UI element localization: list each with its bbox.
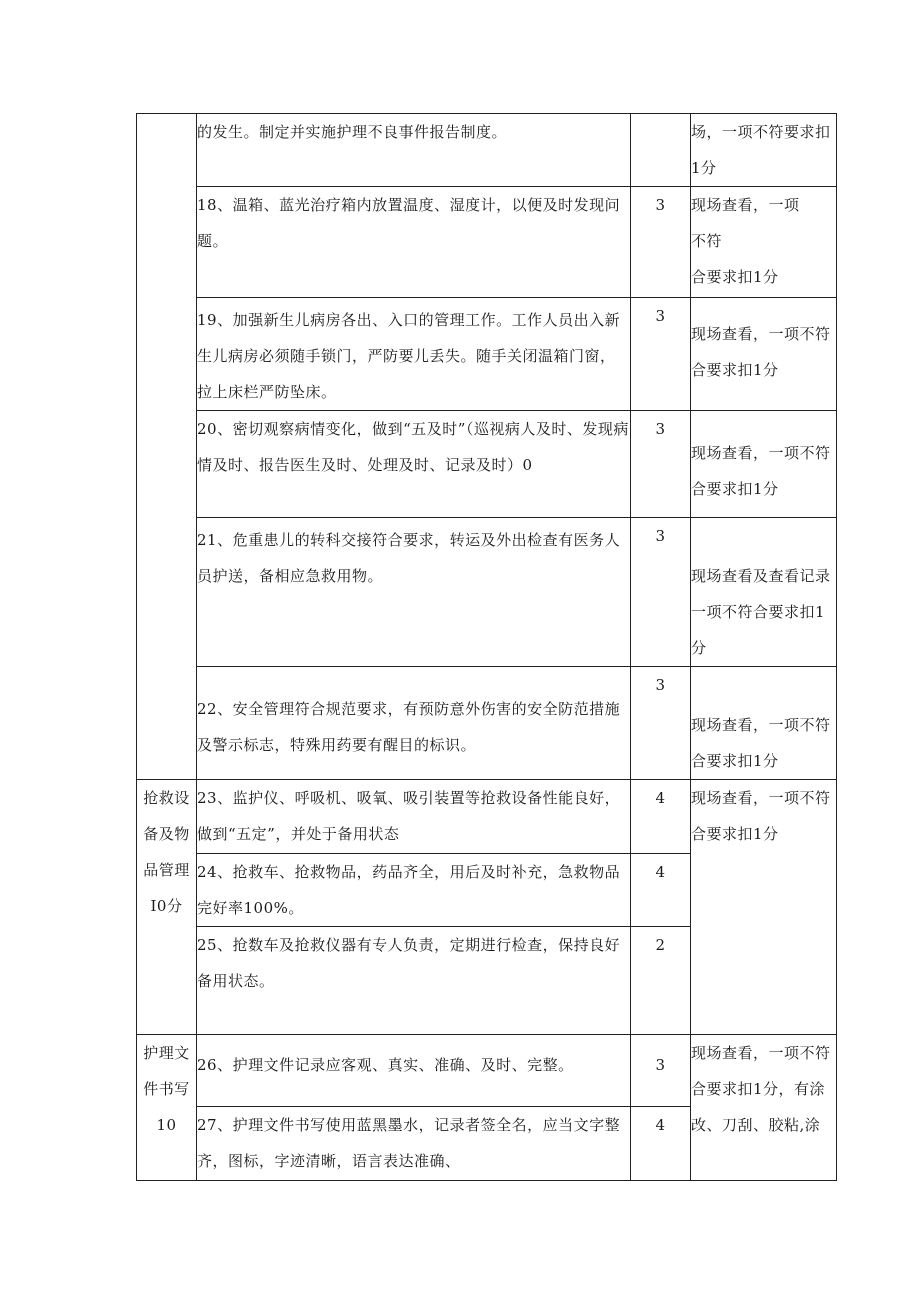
- table-row: [137, 1035, 837, 1107]
- item-cell: 26、护理文件记录应客观、真实、准确、及时、完整。: [197, 1035, 631, 1107]
- table-row: [137, 114, 837, 187]
- score-cell: 4: [631, 854, 691, 927]
- item-cell: 19、加强新生儿病房各出、入口的管理工作。工作人员出入新生儿病房必须随手锁门，严防要儿丢失。随手关闭温箱门窗，拉上床栏严防坠床。: [197, 298, 631, 411]
- score-cell: 3: [631, 1035, 691, 1107]
- method-cell: 现场查看，一项不符合要求扣1分: [691, 411, 837, 518]
- table-row: [137, 780, 837, 854]
- method-cell: 现场查看，一项 不符 合要求扣1分: [691, 187, 837, 298]
- method-cell: 现场查看，一项不符合要求扣1分: [691, 780, 837, 1035]
- category-cell-nursing-documents: 护理文件书写10: [137, 1035, 197, 1181]
- score-cell: 3: [631, 298, 691, 411]
- item-cell: 23、监护仪、呼吸机、吸氧、吸引装置等抢救设备性能良好，做到“五定”，并处于备用状态: [197, 780, 631, 854]
- table-row: [137, 518, 837, 667]
- item-cell: 22、安全管理符合规范要求，有预防意外伤害的安全防范措施及警示标志，特殊用药要有醒目的标识。: [197, 667, 631, 780]
- item-cell: 24、抢救车、抢救物品，药品齐全，用后及时补充，急救物品完好率100%。: [197, 854, 631, 927]
- table-row: [137, 667, 837, 780]
- score-cell: 4: [631, 780, 691, 854]
- method-cell: 现场查看，一项不符合要求扣1分: [691, 298, 837, 411]
- table-row: [137, 411, 837, 518]
- score-cell: 3: [631, 411, 691, 518]
- score-cell: 3: [631, 518, 691, 667]
- item-cell: 27、护理文件书写使用蓝黑墨水，记录者签全名，应当文字整齐，图标，字迹清晰，语言表达准确、: [197, 1107, 631, 1181]
- score-cell: 3: [631, 667, 691, 780]
- score-cell: 3: [631, 187, 691, 298]
- score-cell: 2: [631, 927, 691, 1035]
- score-cell: 4: [631, 1107, 691, 1181]
- nursing-evaluation-table: [136, 113, 837, 1181]
- item-cell: 18、温箱、蓝光治疗箱内放置温度、湿度计，以便及时发现问题。: [197, 187, 631, 298]
- table-row: [137, 187, 837, 298]
- item-cell: 的发生。制定并实施护理不良事件报告制度。: [197, 114, 631, 187]
- method-cell: 现场查看，一项不符合要求扣1分: [691, 667, 837, 780]
- score-cell: [631, 114, 691, 187]
- table-row: [137, 298, 837, 411]
- item-cell: 21、危重患儿的转科交接符合要求，转运及外出检查有医务人员护送，备相应急救用物。: [197, 518, 631, 667]
- item-cell: 20、密切观察病情变化，做到“五及时”（巡视病人及时、发现病情及时、报告医生及时、处理及时、记录及时）0: [197, 411, 631, 518]
- category-cell-emergency-equipment: 抢救设备及物品管理I0分: [137, 780, 197, 1035]
- method-cell: 场，一项不符要求扣1分: [691, 114, 837, 187]
- method-cell: 现场查看及查看记录一项不符合要求扣1分: [691, 518, 837, 667]
- category-cell-continued: [137, 114, 197, 780]
- method-cell: 现场查看，一项不符合要求扣1分，有涂改、刀刮、胶粘,涂: [691, 1035, 837, 1181]
- item-cell: 25、抢数车及抢救仪器有专人负责，定期进行检查，保持良好备用状态。: [197, 927, 631, 1035]
